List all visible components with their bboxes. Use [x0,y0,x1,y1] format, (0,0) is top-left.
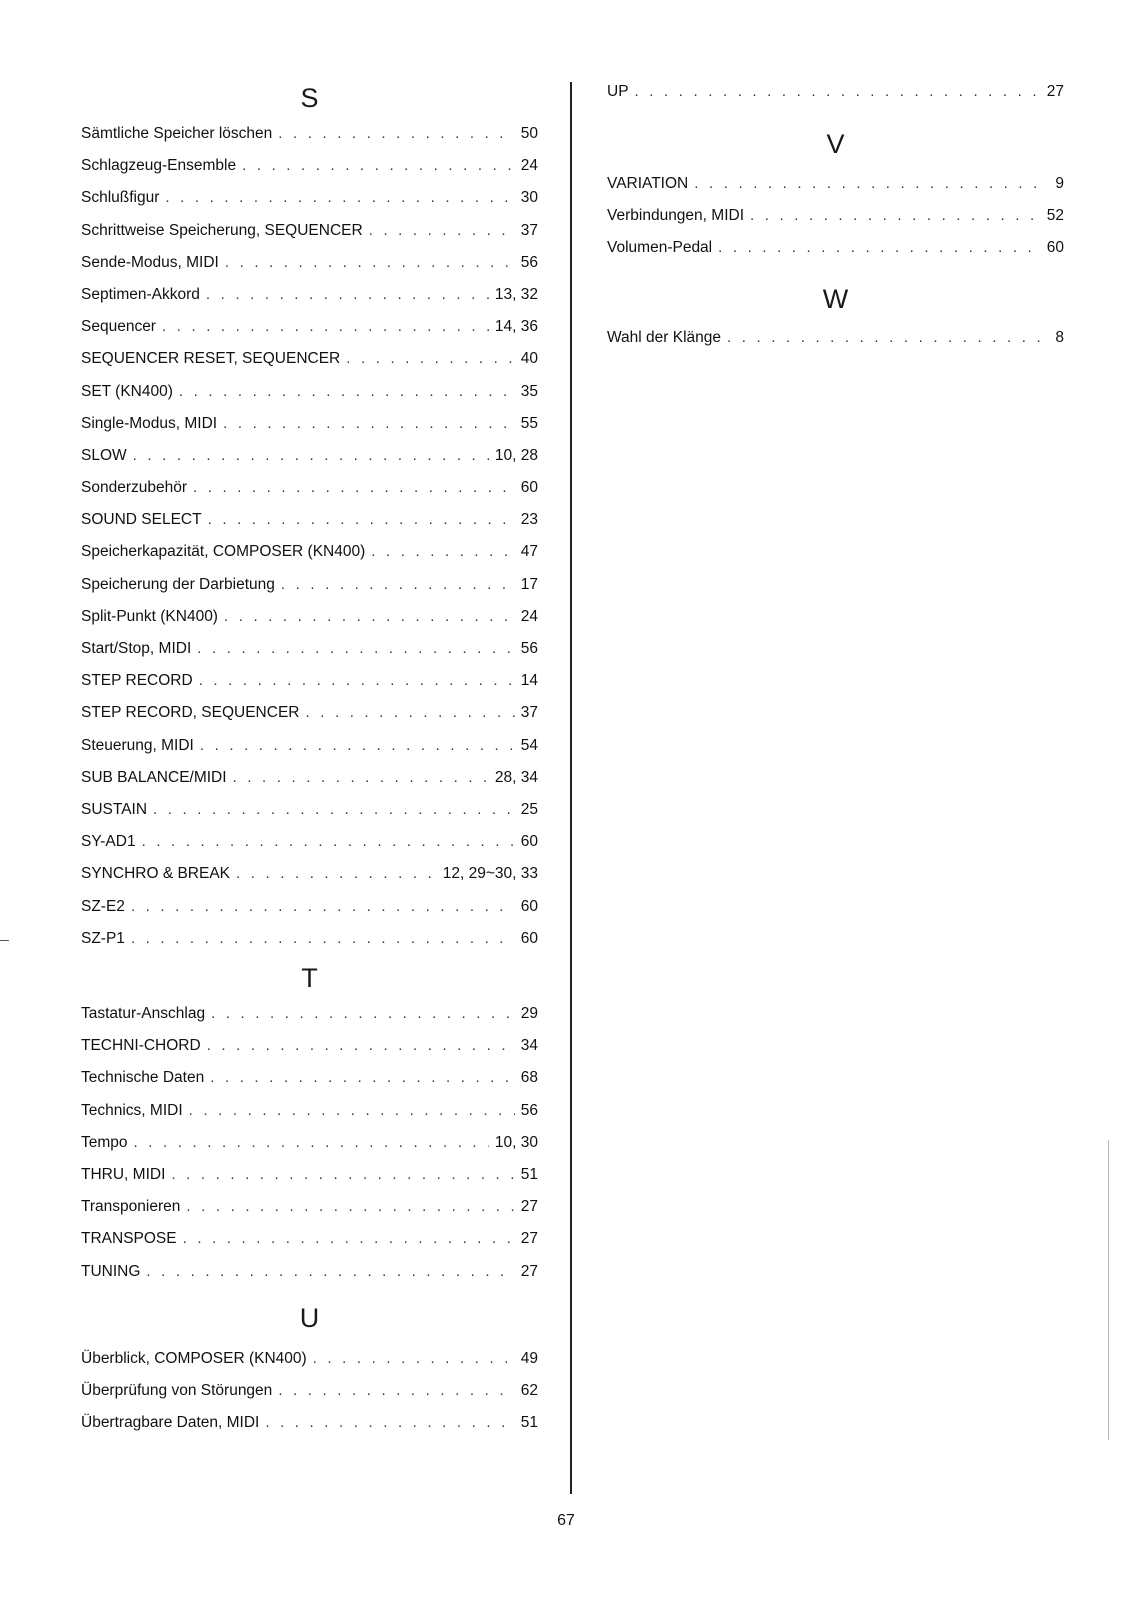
entry-page: 60 [520,897,538,915]
dot-leader [236,858,437,890]
entry-term: TUNING [81,1262,141,1280]
entry-term: Single-Modus, MIDI [81,414,218,432]
dot-leader [223,408,515,440]
entry-page: 14, 36 [494,318,538,336]
index-entry [81,472,538,504]
entry-term: Sende-Modus, MIDI [81,253,219,271]
dot-leader [171,1159,514,1191]
entry-term: SLOW [81,446,127,464]
index-entry [81,536,538,568]
dot-leader [183,1223,515,1255]
index-entry [81,891,538,923]
index-entry [81,665,538,697]
section-w-entries [607,322,1064,354]
entry-term: Speicherkapazität, COMPOSER (KN400) [81,543,366,561]
entry-page: 27 [1046,83,1064,100]
entry-term: Septimen-Akkord [81,285,200,303]
dot-leader [142,826,515,858]
index-entry [81,1095,538,1127]
entry-page: 24 [520,607,538,625]
entry-page: 10, 28 [494,446,538,464]
index-entry [81,279,538,311]
dot-leader [346,343,515,375]
dot-leader [718,232,1041,264]
entry-page: 40 [520,350,538,368]
entry-page: 54 [520,736,538,754]
entry-term: Sämtliche Speicher löschen [81,125,273,142]
entry-term: Volumen-Pedal [607,239,713,257]
dot-leader [179,376,515,408]
entry-term: SEQUENCER RESET, SEQUENCER [81,350,341,368]
entry-term: Technische Daten [81,1069,205,1087]
dot-leader [199,665,515,697]
entry-term: SYNCHRO & BREAK [81,865,231,883]
entry-page: 27 [520,1230,538,1248]
entry-page: 60 [520,929,538,947]
dot-leader [210,1062,515,1094]
index-entry [81,408,538,440]
entry-term: Überprüfung von Störungen [81,1382,273,1400]
index-entry [81,247,538,279]
entry-term: SZ-P1 [81,929,125,947]
dot-leader [727,322,1049,354]
index-entry [607,168,1064,200]
entry-page: 27 [520,1262,538,1280]
entry-page: 51 [520,1165,538,1183]
entry-page: 47 [520,543,538,561]
entry-term: Überblick, COMPOSER (KN400) [81,1350,307,1367]
entry-term: Steuerung, MIDI [81,736,194,754]
scan-edge-line [1108,1140,1109,1440]
index-entry [81,569,538,601]
index-entry [81,150,538,182]
index-entry [607,200,1064,232]
entry-page: 24 [520,157,538,175]
index-entry [81,1159,538,1191]
entry-term: SUSTAIN [81,800,148,818]
entry-page: 55 [520,414,538,432]
dot-leader [189,1095,515,1127]
dot-leader [225,247,515,279]
entry-term: Speicherung der Darbietung [81,575,275,593]
entry-term: Verbindungen, MIDI [607,207,745,225]
index-entry [81,504,538,536]
section-letter-u: U [299,1303,320,1333]
index-entry [81,858,538,890]
dot-leader [186,1191,514,1223]
dot-leader [162,311,489,343]
dot-leader [750,200,1041,232]
index-entry [81,1343,538,1375]
entry-term: SUB BALANCE/MIDI [81,768,227,786]
entry-term: UP [607,83,629,100]
entry-page: 8 [1055,329,1064,346]
entry-page: 68 [520,1069,538,1087]
entry-page: 56 [520,253,538,271]
section-s-entries [81,118,538,955]
index-entry [81,215,538,247]
section-t-entries [81,998,538,1288]
index-entry [81,1375,538,1407]
entry-page: 17 [520,575,538,593]
entry-term: STEP RECORD [81,672,193,690]
scan-mark [0,940,9,941]
dot-leader [224,601,515,633]
dot-leader [242,150,515,182]
entry-term: Wahl der Klänge [607,329,722,346]
entry-term: Sonderzubehör [81,479,187,497]
section-letter-v: V [826,129,845,159]
index-entry [81,1407,538,1439]
index-entry [81,762,538,794]
entry-page: 52 [1046,207,1064,225]
index-entry [81,118,538,150]
index-entry [81,311,538,343]
dot-leader [200,730,515,762]
dot-leader [207,1030,515,1062]
dot-leader [131,923,515,955]
entry-page: 10, 30 [494,1133,538,1151]
entry-term: Transponieren [81,1198,181,1216]
dot-leader [369,215,515,247]
section-letter-s: S [300,83,319,113]
entry-term: Sequencer [81,318,156,336]
dot-leader [233,762,489,794]
entry-term: Technics, MIDI [81,1101,183,1119]
index-entry [81,998,538,1030]
entry-page: 12, 29~30, 33 [442,865,538,883]
index-entry [81,923,538,955]
entry-term: STEP RECORD, SEQUENCER [81,704,300,722]
entry-page: 23 [520,511,538,529]
entry-page: 35 [520,382,538,400]
index-entry [81,697,538,729]
section-letter-t: T [301,963,318,993]
dot-leader [153,794,515,826]
entry-term: SZ-E2 [81,897,125,915]
entry-page: 60 [520,479,538,497]
entry-term: Schlagzeug-Ensemble [81,157,237,175]
index-entry [81,1256,538,1288]
index-entry [81,1191,538,1223]
index-entry [607,322,1064,354]
entry-term: THRU, MIDI [81,1165,166,1183]
dot-leader [371,536,514,568]
index-entry [81,1030,538,1062]
entry-page: 60 [1046,239,1064,257]
dot-leader [165,182,514,214]
dot-leader [313,1343,515,1375]
index-entry [81,826,538,858]
entry-term: SET (KN400) [81,382,173,400]
entry-page: 37 [520,221,538,239]
dot-leader [193,472,515,504]
entry-page: 30 [520,189,538,207]
dot-leader [281,569,515,601]
dot-leader [265,1407,514,1439]
entry-page: 13, 32 [494,285,538,303]
entry-page: 14 [520,672,538,690]
entry-page: 28, 34 [494,768,538,786]
dot-leader [278,118,514,150]
index-entry [607,232,1064,264]
index-entry [81,633,538,665]
entry-page: 50 [520,125,538,142]
entry-page: 62 [520,1382,538,1400]
index-entry [81,440,538,472]
index-entry [81,601,538,633]
entry-page: 25 [520,800,538,818]
dot-leader [635,76,1041,108]
entry-term: Schlußfigur [81,189,160,207]
index-entry [607,76,1064,108]
section-letter-w: W [822,284,849,314]
page-number: 67 [557,1512,575,1529]
entry-page: 56 [520,640,538,657]
entry-term: Tempo [81,1133,128,1151]
section-u-entries [81,1343,538,1440]
section-u-continued-entries [607,76,1064,108]
entry-term: Schrittweise Speicherung, SEQUENCER [81,221,363,239]
index-entry [81,376,538,408]
dot-leader [278,1375,514,1407]
dot-leader [134,1127,489,1159]
entry-term: Tastatur-Anschlag [81,1005,206,1022]
entry-page: 56 [520,1101,538,1119]
index-entry [81,794,538,826]
dot-leader [305,697,514,729]
index-entry [81,730,538,762]
entry-page: 27 [520,1198,538,1216]
index-entry [81,182,538,214]
entry-page: 34 [520,1037,538,1055]
entry-page: 51 [520,1414,538,1432]
index-entry [81,1127,538,1159]
entry-term: Split-Punkt (KN400) [81,607,218,625]
entry-term: TRANSPOSE [81,1230,177,1248]
section-v-entries [607,168,1064,265]
entry-term: TECHNI-CHORD [81,1037,201,1055]
entry-term: Übertragbare Daten, MIDI [81,1414,260,1432]
dot-leader [133,440,489,472]
entry-page: 49 [520,1350,538,1367]
entry-term: VARIATION [607,175,689,192]
entry-page: 37 [520,704,538,722]
entry-term: SY-AD1 [81,833,136,851]
dot-leader [208,504,515,536]
entry-page: 60 [520,833,538,851]
entry-term: SOUND SELECT [81,511,202,529]
column-divider [570,82,572,1494]
entry-term: Start/Stop, MIDI [81,640,192,657]
dot-leader [131,891,515,923]
index-entry [81,343,538,375]
dot-leader [694,168,1049,200]
dot-leader [206,279,489,311]
entry-page: 29 [520,1005,538,1022]
dot-leader [211,998,515,1030]
dot-leader [197,633,514,665]
dot-leader [146,1256,514,1288]
index-entry [81,1223,538,1255]
entry-page: 9 [1055,175,1064,192]
index-entry [81,1062,538,1094]
